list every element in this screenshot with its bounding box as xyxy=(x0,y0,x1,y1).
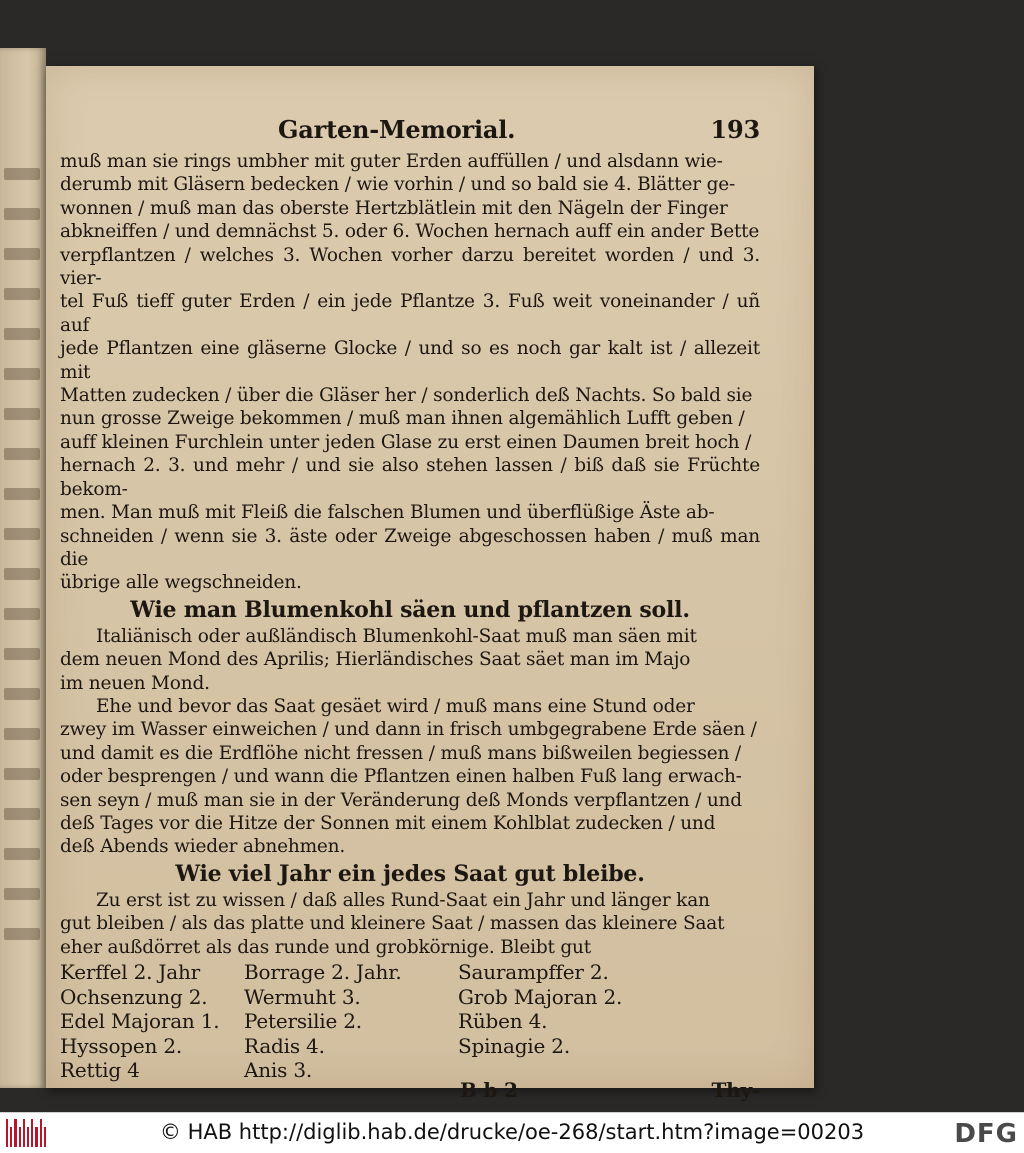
seed-entry: Ochsenzung 2. xyxy=(60,984,208,1009)
text-line: schneiden / wenn sie 3. äste oder Zweige abgeschossen haben / muß man die xyxy=(60,525,760,570)
text-line: Italiänisch oder außländisch Blumenkohl-Saat muß man säen mit xyxy=(96,625,697,647)
seed-entry: Spinagie 2. xyxy=(458,1033,570,1058)
text-line: deß Abends wieder abnehmen. xyxy=(60,836,346,858)
text-line: tel Fuß tieff guter Erden / ein jede Pflantze 3. Fuß weit voneinander / uñ auf xyxy=(60,291,760,336)
section-heading-seed-life: Wie viel Jahr ein jedes Saat gut bleibe. xyxy=(175,860,645,887)
seed-entry: Radis 4. xyxy=(244,1033,325,1058)
paragraph-3 xyxy=(60,695,760,859)
text-line: sen seyn / muß man sie in der Veränderung deß Monds verpflantzen / und xyxy=(60,789,742,811)
page-text xyxy=(60,115,760,1102)
running-head: Garten-Memorial. xyxy=(278,115,516,144)
text-line: gut bleiben / als das platte und kleinere Saat / massen das kleinere Saat xyxy=(60,913,725,935)
seed-entry: Hyssopen 2. xyxy=(60,1033,183,1058)
credit-link[interactable]: © HAB http://diglib.hab.de/drucke/oe-268/start.htm?image=00203 xyxy=(159,1120,865,1144)
text-line: Zu erst ist zu wissen / daß alles Rund-Saat ein Jahr und länger kan xyxy=(96,889,710,911)
paragraph-2 xyxy=(60,625,760,695)
text-line: derumb mit Gläsern bedecken / wie vorhin / und so bald sie 4. Blätter ge- xyxy=(60,174,736,196)
seed-entry: Rüben 4. xyxy=(458,1009,548,1034)
paragraph-4 xyxy=(60,889,760,959)
seed-entry: Borrage 2. Jahr. xyxy=(244,960,402,984)
paragraph-1 xyxy=(60,150,760,595)
text-line: men. Man muß mit Fleiß die falschen Blumen und überflüßige Äste ab- xyxy=(60,502,715,524)
seed-entry: Saurampffer 2. xyxy=(458,960,609,984)
seed-entry: Wermuht 3. xyxy=(244,984,361,1009)
text-line: oder besprengen / und wann die Pflantzen einen halben Fuß lang erwach- xyxy=(60,766,742,788)
text-line: auff kleinen Furchlein unter jeden Glase zu erst einen Daumen breit hoch / xyxy=(60,431,752,453)
text-line: dem neuen Mond des Aprilis; Hierländisches Saat säet man im Majo xyxy=(60,649,691,671)
page-header xyxy=(60,115,760,148)
text-line: übrige alle wegschneiden. xyxy=(60,572,302,594)
text-line: im neuen Mond. xyxy=(60,672,210,694)
page-footer xyxy=(60,1079,760,1105)
text-line: wonnen / muß man das oberste Hertzblätlein mit den Nägeln der Finger xyxy=(60,197,728,219)
book-page xyxy=(46,66,814,1102)
text-line: und damit es die Erdflöhe nicht fressen / muß mans bißweilen begiessen / xyxy=(60,742,741,764)
dfg-logo[interactable]: DFG xyxy=(954,1119,1018,1149)
seed-entry: Anis 3. xyxy=(244,1058,313,1083)
seed-entry: Kerffel 2. Jahr xyxy=(60,960,201,984)
seed-entry: Rettig 4 xyxy=(60,1058,140,1083)
viewer-footer xyxy=(0,1112,1024,1153)
previous-page-edge xyxy=(0,48,46,1088)
text-line: jede Pflantzen eine gläserne Glocke / und so es noch gar kalt ist / allezeit mit xyxy=(60,338,760,383)
catchword: Thy- xyxy=(711,1077,760,1102)
page-number: 193 xyxy=(710,115,760,144)
text-line: Matten zudecken / über die Gläser her / sonderlich deß Nachts. So bald sie xyxy=(60,385,753,407)
section-heading-cauliflower: Wie man Blumenkohl säen und pflantzen soll. xyxy=(130,596,690,623)
seed-entry: Grob Majoran 2. xyxy=(458,984,623,1009)
text-line: abkneiffen / und demnächst 5. oder 6. Wochen hernach auff ein ander Bette xyxy=(60,221,760,243)
text-line: Ehe und bevor das Saat gesäet wird / muß mans eine Stund oder xyxy=(96,695,695,717)
signature-mark: B b 2 xyxy=(460,1077,518,1102)
text-line: zwey im Wasser einweichen / und dann in frisch umbgegrabene Erde säen / xyxy=(60,719,757,741)
seed-entry: Edel Majoran 1. xyxy=(60,1009,220,1034)
text-line: eher außdörret als das runde und grobkörnige. Bleibt gut xyxy=(60,936,592,958)
text-line: verpflantzen / welches 3. Wochen vorher darzu bereitet worden / und 3. vier- xyxy=(60,244,760,290)
seed-entry: Petersilie 2. xyxy=(244,1009,362,1034)
text-line: nun grosse Zweige bekommen / muß man ihnen algemählich Lufft geben / xyxy=(60,408,745,430)
text-line: hernach 2. 3. und mehr / und sie also stehen lassen / biß daß sie Früchte bekom- xyxy=(60,455,760,500)
seed-list xyxy=(60,960,760,1083)
text-line: deß Tages vor die Hitze der Sonnen mit einem Kohlblat zudecken / und xyxy=(60,812,716,834)
text-line: muß man sie rings umbher mit guter Erden auffüllen / und alsdann wie- xyxy=(60,151,723,172)
